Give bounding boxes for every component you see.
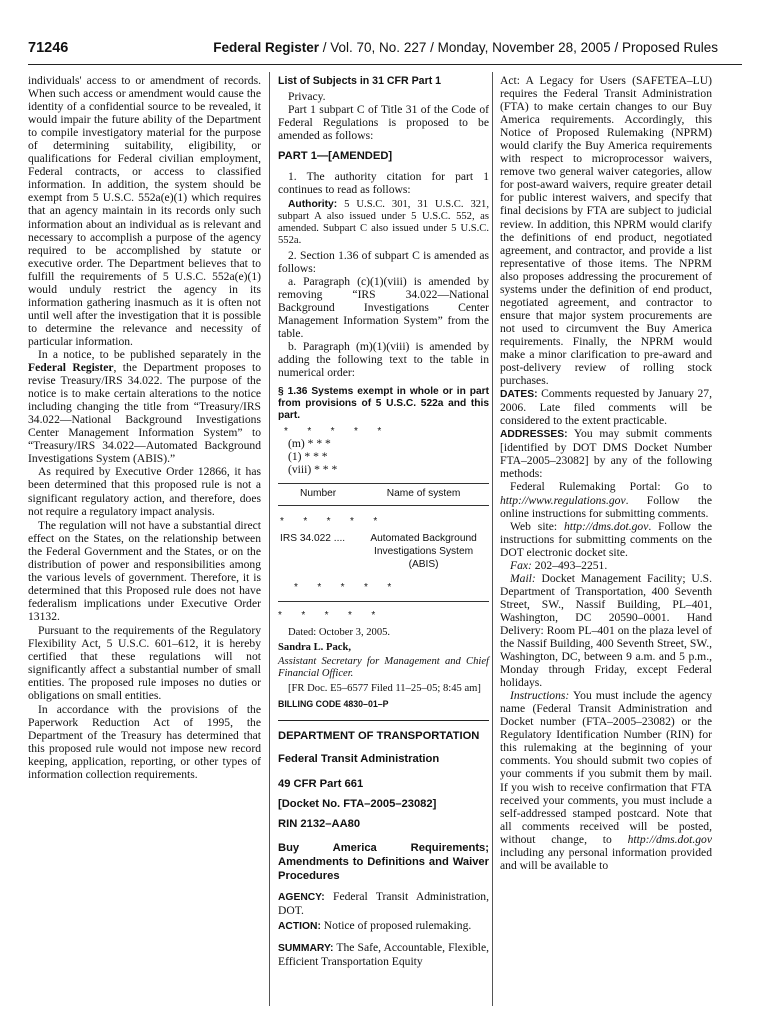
issue-citation: / Vol. 70, No. 227 / Monday, November 28, 2005 / Proposed Rules xyxy=(319,40,718,55)
paragraph xyxy=(28,348,261,465)
label: ACTION: xyxy=(278,921,321,933)
subparagraph: (viii) * * * xyxy=(288,463,338,477)
column-3 xyxy=(500,74,712,872)
table-row xyxy=(278,574,489,597)
table-header-row xyxy=(278,484,489,506)
subparagraph: (m) * * * xyxy=(288,437,331,451)
label: Fax: xyxy=(510,558,532,572)
signer-name: Sandra L. Pack, xyxy=(278,642,351,654)
url-link[interactable]: http://www.regulations.gov xyxy=(500,493,626,507)
text: including any personal information provided and will be available to xyxy=(500,845,712,872)
paragraph: Act: A Legacy for Users (SAFETEA–LU) requires the Federal Transit Administration (FTA) to make certain changes to our Buy America requirements. Accordingly, this Notice of Proposed Rulemaking (NPRM) would clarify the Buy America requirements with respect to microprocessor waivers, remove two general waiver categories, allow for post-award waivers, require greater detail for public interest waivers, and specify that final decisions by FTA are subject to judicial review. In addition, this NPRM would clarify the definitions of end product, negotiated agreement, and contractor, and provide a list representative of those items. The NPRM also proposes addressing the procurement of systems under the definition of end product, negotiated agreement, and contractor to ensure that major system procurements are not used to circumvent the Buy America requirements. Finally, the NPRM would make a minor clarification to pre-award and post-delivery review of rolling stock purchases. xyxy=(500,74,712,388)
summary-line xyxy=(278,942,489,969)
paragraph: individuals' access to or amendment of records. When such access or amendment would cause the identity of a confidential source to be revealed, it would impair the future ability of the Department to compile investigatory material for the purpose of determining suitability, eligibility, or qualifications for Federal civilian employment, Federal contracts, or access to classified information. In addition, the system should be exempt from 5 U.S.C. 552a(e)(1) which requires that an agency maintain in its records only such information about an individual as is relevant and necessary to accomplish a purpose of the agency required to be accomplished by statute or executive order. The Department believes that to fulfill the requirements of 5 U.S.C. 552a(e)(1) would unduly restrict the agency in its information gathering inasmuch as it is often not until well after the investigation that it is possible to determine the relevance and necessity of particular information. xyxy=(28,74,261,348)
ellipsis-stars: * * * * * xyxy=(278,609,376,621)
paragraph xyxy=(500,559,712,572)
paragraph xyxy=(500,572,712,689)
page-number: 71246 xyxy=(28,40,69,56)
text: Web site: xyxy=(510,519,564,533)
authority-citation xyxy=(278,199,489,247)
list-item: Privacy. xyxy=(288,90,326,103)
table-row xyxy=(278,531,489,574)
text: Notice of proposed rulemaking. xyxy=(320,919,472,933)
ellipsis-stars: * * * * * xyxy=(294,581,392,593)
agency-heading: Federal Transit Administration xyxy=(278,753,440,766)
action-line xyxy=(278,920,489,934)
text: Docket Management Facility; U.S. Department of Transportation, 400 Seventh Street, SW., Nassif Building, PL–401, Washington, DC 20590–0001. Hand Delivery: Room PL–401 on the plaza level of the Nassif Building, 400 Seventh Street, SW., Washington, DC, between 9 a.m. and 5 p.m., Monday through Friday, except Federal holidays. xyxy=(500,571,712,690)
table-cell: IRS 34.022 .... xyxy=(280,532,346,544)
text: The Safe, Accountable, Flexible, Efficient Transportation Equity xyxy=(278,941,489,968)
ellipsis-stars: * * * * * xyxy=(284,425,382,437)
text: Federal Register xyxy=(28,361,114,375)
text: 5 U.S.C. 301, 31 U.S.C. 321, subpart A also issued under 5 U.S.C. 552, as amended. Subpart C also issued under 5 U.S.C. 552a. xyxy=(278,199,489,247)
dates-section xyxy=(500,387,712,427)
paragraph: Pursuant to the requirements of the Regulatory Flexibility Act, 5 U.S.C. 601–612, it is hereby certified that these regulations will not significantly affect a substantial number of small entities. The proposed rule imposes no duties or obligations on small entities. xyxy=(28,623,261,703)
paragraph xyxy=(500,480,712,519)
journal-name: Federal Register xyxy=(213,40,320,55)
department-heading: DEPARTMENT OF TRANSPORTATION xyxy=(278,730,480,743)
addresses-section xyxy=(500,427,712,480)
document-title: Buy America Requirements; Amendments to Definitions and Waiver Procedures xyxy=(278,842,489,883)
page-header xyxy=(28,40,740,62)
paragraph: In accordance with the provisions of the Paperwork Reduction Act of 1995, the Department of the Treasury has determined that this proposed rule would not impose new record keeping, application, reporting, or other types of information collection requirements. xyxy=(28,703,261,782)
text: You must include the agency name (Federal Transit Administration and Docket number (FTA–2005–23082) or the Regulatory Identification Number (RIN) for this rulemaking at the beginning of your comments. You should submit two copies of your comments if you submit them by mail. If you wish to receive confirmation that FTA received your comments, you must include a self-addressed stamped postcard. Note that all comments received will be posted, without change, to xyxy=(500,689,712,846)
column-header: Number xyxy=(278,484,358,506)
fr-doc-line: [FR Doc. E5–6577 Filed 11–25–05; 8:45 am] xyxy=(288,683,481,695)
label: ADDRESSES: xyxy=(500,429,568,441)
systems-table xyxy=(278,483,489,596)
text: . Follow the online instructions for submitting comments. xyxy=(500,493,712,520)
paragraph: Part 1 subpart C of Title 31 of the Code of Federal Regulations is proposed to be amended as follows: xyxy=(278,102,489,142)
column-divider-2 xyxy=(492,72,493,1006)
paragraph xyxy=(500,520,712,559)
header-rule xyxy=(28,64,742,65)
signer-title: Assistant Secretary for Management and Chief Financial Officer. xyxy=(278,656,489,680)
paragraph: The regulation will not have a substantial direct effect on the States, on the relationship between the Federal Government and the States, or on the distribution of power and responsibilities among the various levels of government. Therefore, it is determined that this Proposed rule does not have federalism implications under Executive Order 13132. xyxy=(28,518,261,623)
amendment-item: 2. Section 1.36 of subpart C is amended as follows: xyxy=(278,249,489,276)
section-divider xyxy=(278,720,489,721)
list-of-subjects-heading: List of Subjects in 31 CFR Part 1 xyxy=(278,75,442,87)
rin-number: RIN 2132–AA80 xyxy=(278,818,361,831)
text: You may submit comments [identified by DOT DMS Docket Number FTA–2005–23082] by any of the following methods: xyxy=(500,427,712,481)
cfr-part: 49 CFR Part 661 xyxy=(278,778,364,791)
text: . Follow the instructions for submitting comments on the DOT electronic docket site. xyxy=(500,519,713,559)
column-divider-1 xyxy=(269,72,270,1006)
text: Comments requested by January 27, 2006. Late filed comments will be considered to the extent practicable. xyxy=(500,387,712,428)
table-cell: Automated Background Investigations System (ABIS) xyxy=(370,532,477,570)
amendment-item: a. Paragraph (c)(1)(viii) is amended by removing “IRS 34.022—National Background Investigations Center Management Information System” from the table. xyxy=(278,275,489,340)
column-header: Name of system xyxy=(358,484,489,506)
ellipsis-stars: * * * * * xyxy=(280,516,378,528)
text: Federal Rulemaking Portal: Go to xyxy=(510,480,712,494)
table-bottom-rule xyxy=(278,601,489,602)
amendment-item: b. Paragraph (m)(1)(viii) is amended by adding the following text to the table in numerical order: xyxy=(278,339,489,379)
label: Mail: xyxy=(510,571,536,585)
agency-line xyxy=(278,891,489,918)
paragraph: As required by Executive Order 12866, it has been determined that this proposed rule is not a significant regulatory action, and therefore, does not require a regulatory impact analysis. xyxy=(28,465,261,518)
column-1 xyxy=(28,74,261,782)
table-row xyxy=(278,506,489,531)
section-heading: § 1.36 Systems exempt in whole or in part from provisions of 5 U.S.C. 522a and this part. xyxy=(278,385,489,421)
billing-code: BILLING CODE 4830–01–P xyxy=(278,699,389,710)
column-2 xyxy=(278,74,489,969)
label: AGENCY: xyxy=(278,892,325,904)
amendment-item: 1. The authority citation for part 1 continues to read as follows: xyxy=(278,169,489,196)
url-link[interactable]: http://dms.dot.gov xyxy=(627,832,712,846)
url-link[interactable]: http://dms.dot.gov xyxy=(564,519,649,533)
docket-number: [Docket No. FTA–2005–23082] xyxy=(278,798,437,811)
label: DATES: xyxy=(500,389,538,401)
part-heading: PART 1—[AMENDED] xyxy=(278,149,393,162)
label: Instructions: xyxy=(510,689,570,703)
dated-line: Dated: October 3, 2005. xyxy=(288,627,391,639)
label: Authority: xyxy=(288,199,338,211)
subparagraph: (1) * * * xyxy=(288,450,328,464)
label: SUMMARY: xyxy=(278,943,334,955)
paragraph xyxy=(500,689,712,872)
text: Federal Transit Administration, DOT. xyxy=(278,890,489,918)
text: , the Department proposes to revise Treasury/IRS 34.022. The purpose of the notice is to make certain alterations to the notice including changing the title from “Treasury/IRS 34.022—National Background Investigations Center Management Information System” to “Treasury/IRS 34.022—Automated Background Investigations System (ABIS).” xyxy=(28,361,261,466)
running-head xyxy=(213,40,718,55)
text: In a notice, to be published separately in the xyxy=(38,347,261,361)
text: 202–493–2251. xyxy=(531,558,608,572)
